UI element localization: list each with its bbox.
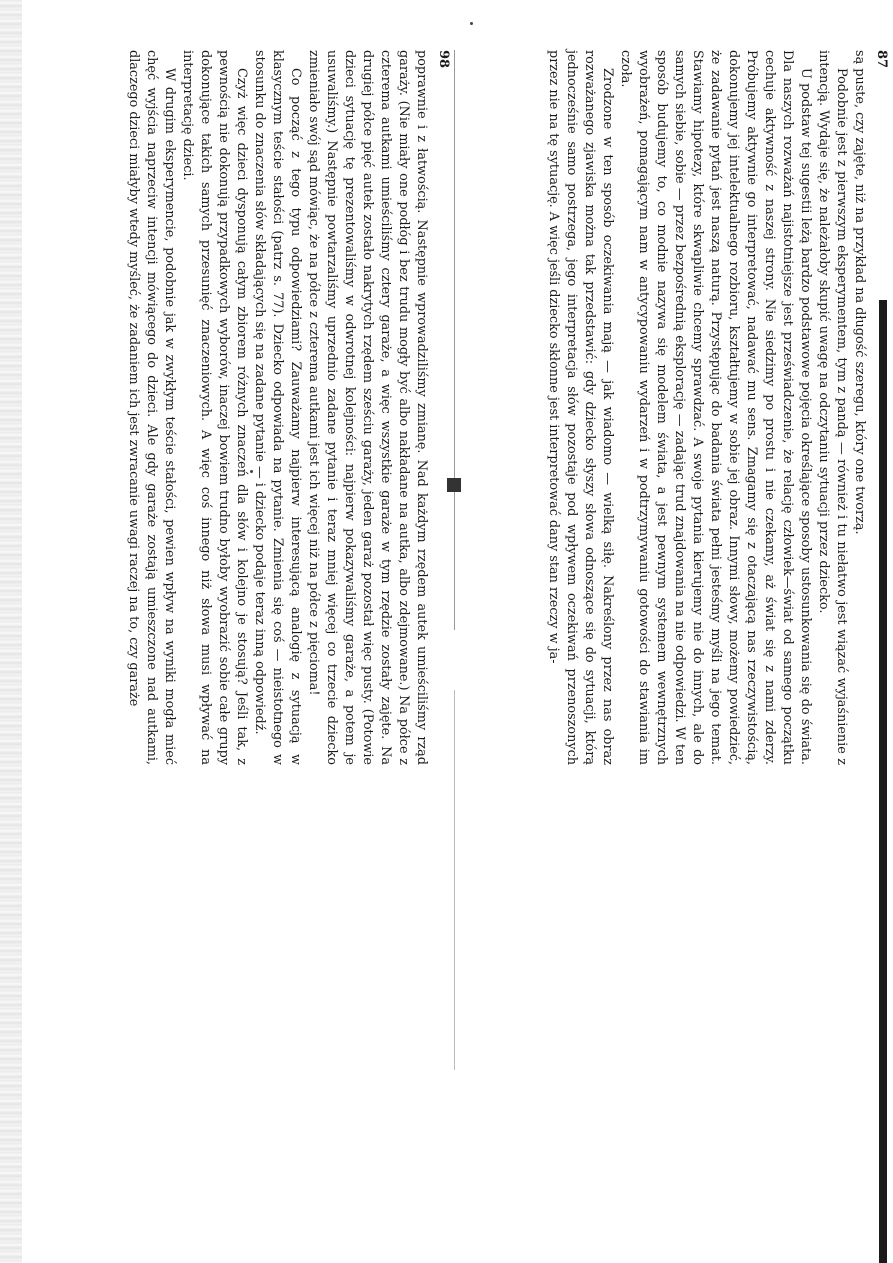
left-page [32,50,452,765]
paragraph: W drugim eksperymencie, podobnie jak w zwykłym teście stałości, pewien wpływ na wyniki mogła mieć chęć wyjścia naprzeciw intencji mówiącego do dzieci. Ale gdy garaże zostają umieszczone nad autkami, dlaczego dzieci miałyby wtedy myśleć, że zadaniem ich jest zwracanie uwagi raczej na to, czy garaże [126,50,177,765]
paragraph: są puste, czy zajęte, niż na przykład na długość szeregu, który one tworzą. [852,50,867,535]
paragraph: U podstaw tej sugestii leżą bardzo podstawowe pojęcia określające sposoby ustosunkowania się do świata. Dla naszych rozważań najistotniejsze jest przeświadczenie, że relację człowiek—świat od samego początku cechuje aktywność z naszej strony. Nie siedzimy po prostu i nie czekamy, aż świat się z nami zderzy. Próbujemy aktywnie go interpretować, nadawać mu sens. Zmagamy się z otaczającą nas rzeczywistością, dokonujemy jej intelektualnego rozbioru, kształtujemy w sobie jej obraz. Innymi słowy, możemy powiedzieć, że zadawanie pytań jest naszą naturą. Przystępując do badania świata pełni jesteśmy myśli na jego temat. Stawiamy hipotezy, które skwapliwie chcemy sprawdzać. A swoje pytania kierujemy nie do innych, ale do samych siebie, sobie — przez bezpośrednią eksplorację — zadając trud znajdowania na nie odpowiedzi. W ten sposób budujemy to, co modnie nazywa się modelem świata, a jest pewnym systemem wewnętrznych wyobrażeń, pomagającym nam w antycypowaniu wydarzeń i w podtrzymywaniu gotowości do stawiania im czoła. [618,50,813,765]
paragraph: Podobnie jest z pierwszym eksperymentem, tym z pandą — również i tu niełatwo jest wiązać wyjaśnienie z intencją. Wydaje się, że należałoby skupić uwagę na odczytaniu sytuacji przez dziecko. [816,50,849,765]
paragraph: Czyż więc dzieci dysponują całym zbiorem różnych znaczeń dla słów i kolejno je stosują? Jeśli tak, z pewnością nie dokonują przypadkowych wyborów, inaczej bowiem trudno byłoby wyobrazić sobie całe grupy dokonujące takich samych przesunięć znaczeniowych. A więc coś innego niż słowa musi wpływać na interpretację dzieci. [180,50,249,765]
book-gutter-lower [454,690,455,1070]
book-gutter [454,50,455,630]
scan-speck [470,22,473,25]
paragraph: Zrodzone w ten sposób oczekiwania mają — jak wiadomo — wielką siłę. Nakreślony przez nas obraz rozważanego zjawiska można tak przedstawić: gdy dziecko słyszy słowa odnoszące się do sytuacji, którą jednocześnie samo postrzega, jego interpretacja słów pozostaje pod wpływem oczekiwań przenoszonych przez nie na tę sytuację. A więc jeśli dziecko skłonne jest interpretować dany stan rzeczy w ja- [546,50,615,765]
left-page-content [32,50,452,765]
paragraph: poprawnie i z łatwością. Następnie wprowadziliśmy zmianę. Nad każdym rzędem autek umieściliśmy rząd garaży. (Nie miały one podłóg i bez trudu mogły być albo nakładane na autka, albo zdejmowane.) Na półce z czterema autkami umieściliśmy cztery garaże, a więc wszystkie garaże w tym rzędzie zostały zajęte. Na drugiej półce pięć autek zostało nakrytych rzędem sześciu garaży, jeden garaż pozostał więc pusty. (Potowie dzieci sytuację tę prezentowaliśmy w odwrotnej kolejności: najpierw pokazywaliśmy garaże, a potem je usuwaliśmy.) Następnie powtarzaliśmy uprzednio zadane pytanie i teraz mniej więcej co trzecie dziecko zmieniało swój sąd mówiąc, że na półce z czterema autkami jest ich więcej niż na półce z pięcioma! [306,50,429,765]
right-page-body [544,50,868,765]
left-page-body [124,50,430,765]
left-page-number: 98 [436,50,451,69]
right-page-content [470,50,890,765]
paragraph: Co począć z tego typu odpowiedziami? Zauważamy najpierw interesującą analogię z sytuacją w klasycznym teście stałości (patrz s. 77). Dziecko odpowiada na pytanie. Zmienia się coś — nieistotnego w stosunku do znaczenia słów składających się na zadane pytanie — i dziecko podaje teraz inną odpowiedź. [252,50,303,765]
scan-edge-shadow [0,0,22,1263]
right-page [470,50,890,765]
right-page-number: 87 [874,50,889,69]
